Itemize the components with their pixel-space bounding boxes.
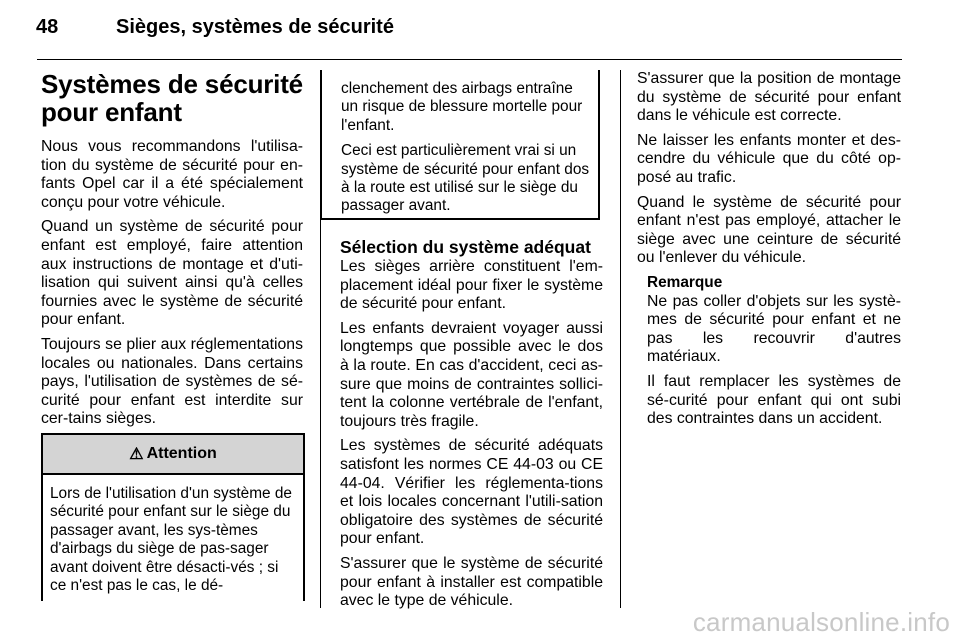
chapter-title: Sièges, systèmes de sécurité [116,16,394,38]
warning-label: Attention [146,445,217,462]
paragraph: Nous vous recommandons l'utilisa-tion du système de sécurité pour en-fants Opel car il a été spécialement conçu pour votre véhicule. [41,138,303,211]
section-title: Systèmes de sécurité pour enfant [41,69,303,127]
column-divider-2 [620,70,621,608]
subsection-title: Sélection du système adéquat [340,237,591,257]
page-number: 48 [36,16,59,38]
paragraph: Les systèmes de sécurité adéquats satisfont les normes CE 44-03 ou CE 44-04. Vérifier les réglementa-tions et lois locales concernant l'utili-sation obligatoire des systèmes de sécurité pour enfant. [340,437,603,548]
column-1 [41,70,303,435]
paragraph: Les enfants devraient voyager aussi longtemps que possible avec le dos à la route. En cas d'accident, ceci as-sure que moins de contraintes sollici-tent la colonne vertébrale de l'enfant, toujours très fragile. [340,319,603,430]
paragraph: S'assurer que le système de sécurité pour enfant à installer est compatible avec le type de véhicule. [340,554,603,610]
warning-paragraph: Ceci est particulièrement vrai si un système de sécurité pour enfant dos à la route est utilisé sur le siège du passager avant. [341,142,590,215]
paragraph: Quand le système de sécurité pour enfant n'est pas employé, attacher le siège avec une ceinture de sécurité ou l'enlever du véhicule. [637,193,901,267]
paragraph: S'assurer que la position de montage du système de sécurité pour enfant dans le véhicule est correcte. [637,70,901,125]
watermark: carmanualsonline.info [692,607,950,637]
warning-box-continued [320,70,600,220]
paragraph: Ne laisser les enfants monter et des-cendre du véhicule que du côté op-posé au trafic. [637,131,901,186]
paragraph: Toujours se plier aux réglementations locales ou nationales. Dans certains pays, l'utilisation de systèmes de sé-curité pour enfant est interdite sur cer-tains sièges. [41,335,303,428]
paragraph: Quand un système de sécurité pour enfant est employé, faire attention aux instructions de montage et d'uti-lisation qui suivent ainsi qu'à celles fournies avec le système de sécurité pour enfant. [41,218,303,329]
note-paragraph: Il faut remplacer les systèmes de sé-curité pour enfant qui ont subi des contraintes dans un accident. [647,372,901,428]
paragraph: Les sièges arrière constituent l'em-placement idéal pour fixer le système de sécurité pour enfant. [340,258,603,313]
warning-box [41,433,305,601]
warning-paragraph: clenchement des airbags entraîne un risque de blessure mortelle pour l'enfant. [341,80,583,134]
column-2 [340,237,603,617]
warning-header [43,435,303,475]
warning-triangle-icon: ⚠ [129,446,144,463]
note-label: Remarque [647,273,723,291]
note-block [647,274,901,429]
header-divider [37,59,902,60]
note-paragraph: Ne pas coller d'objets sur les systè-mes de sécurité pour enfant et ne pas les recouvrir d'autres matériaux. [647,292,901,366]
warning-text: Lors de l'utilisation d'un système de sécurité pour enfant sur le siège du passager avant, les sys-tèmes d'airbags du siège de pas-sager avant doivent être désacti-vés ; si ce n'est pas le cas, le dé- [50,485,292,595]
column-3 [637,70,901,435]
